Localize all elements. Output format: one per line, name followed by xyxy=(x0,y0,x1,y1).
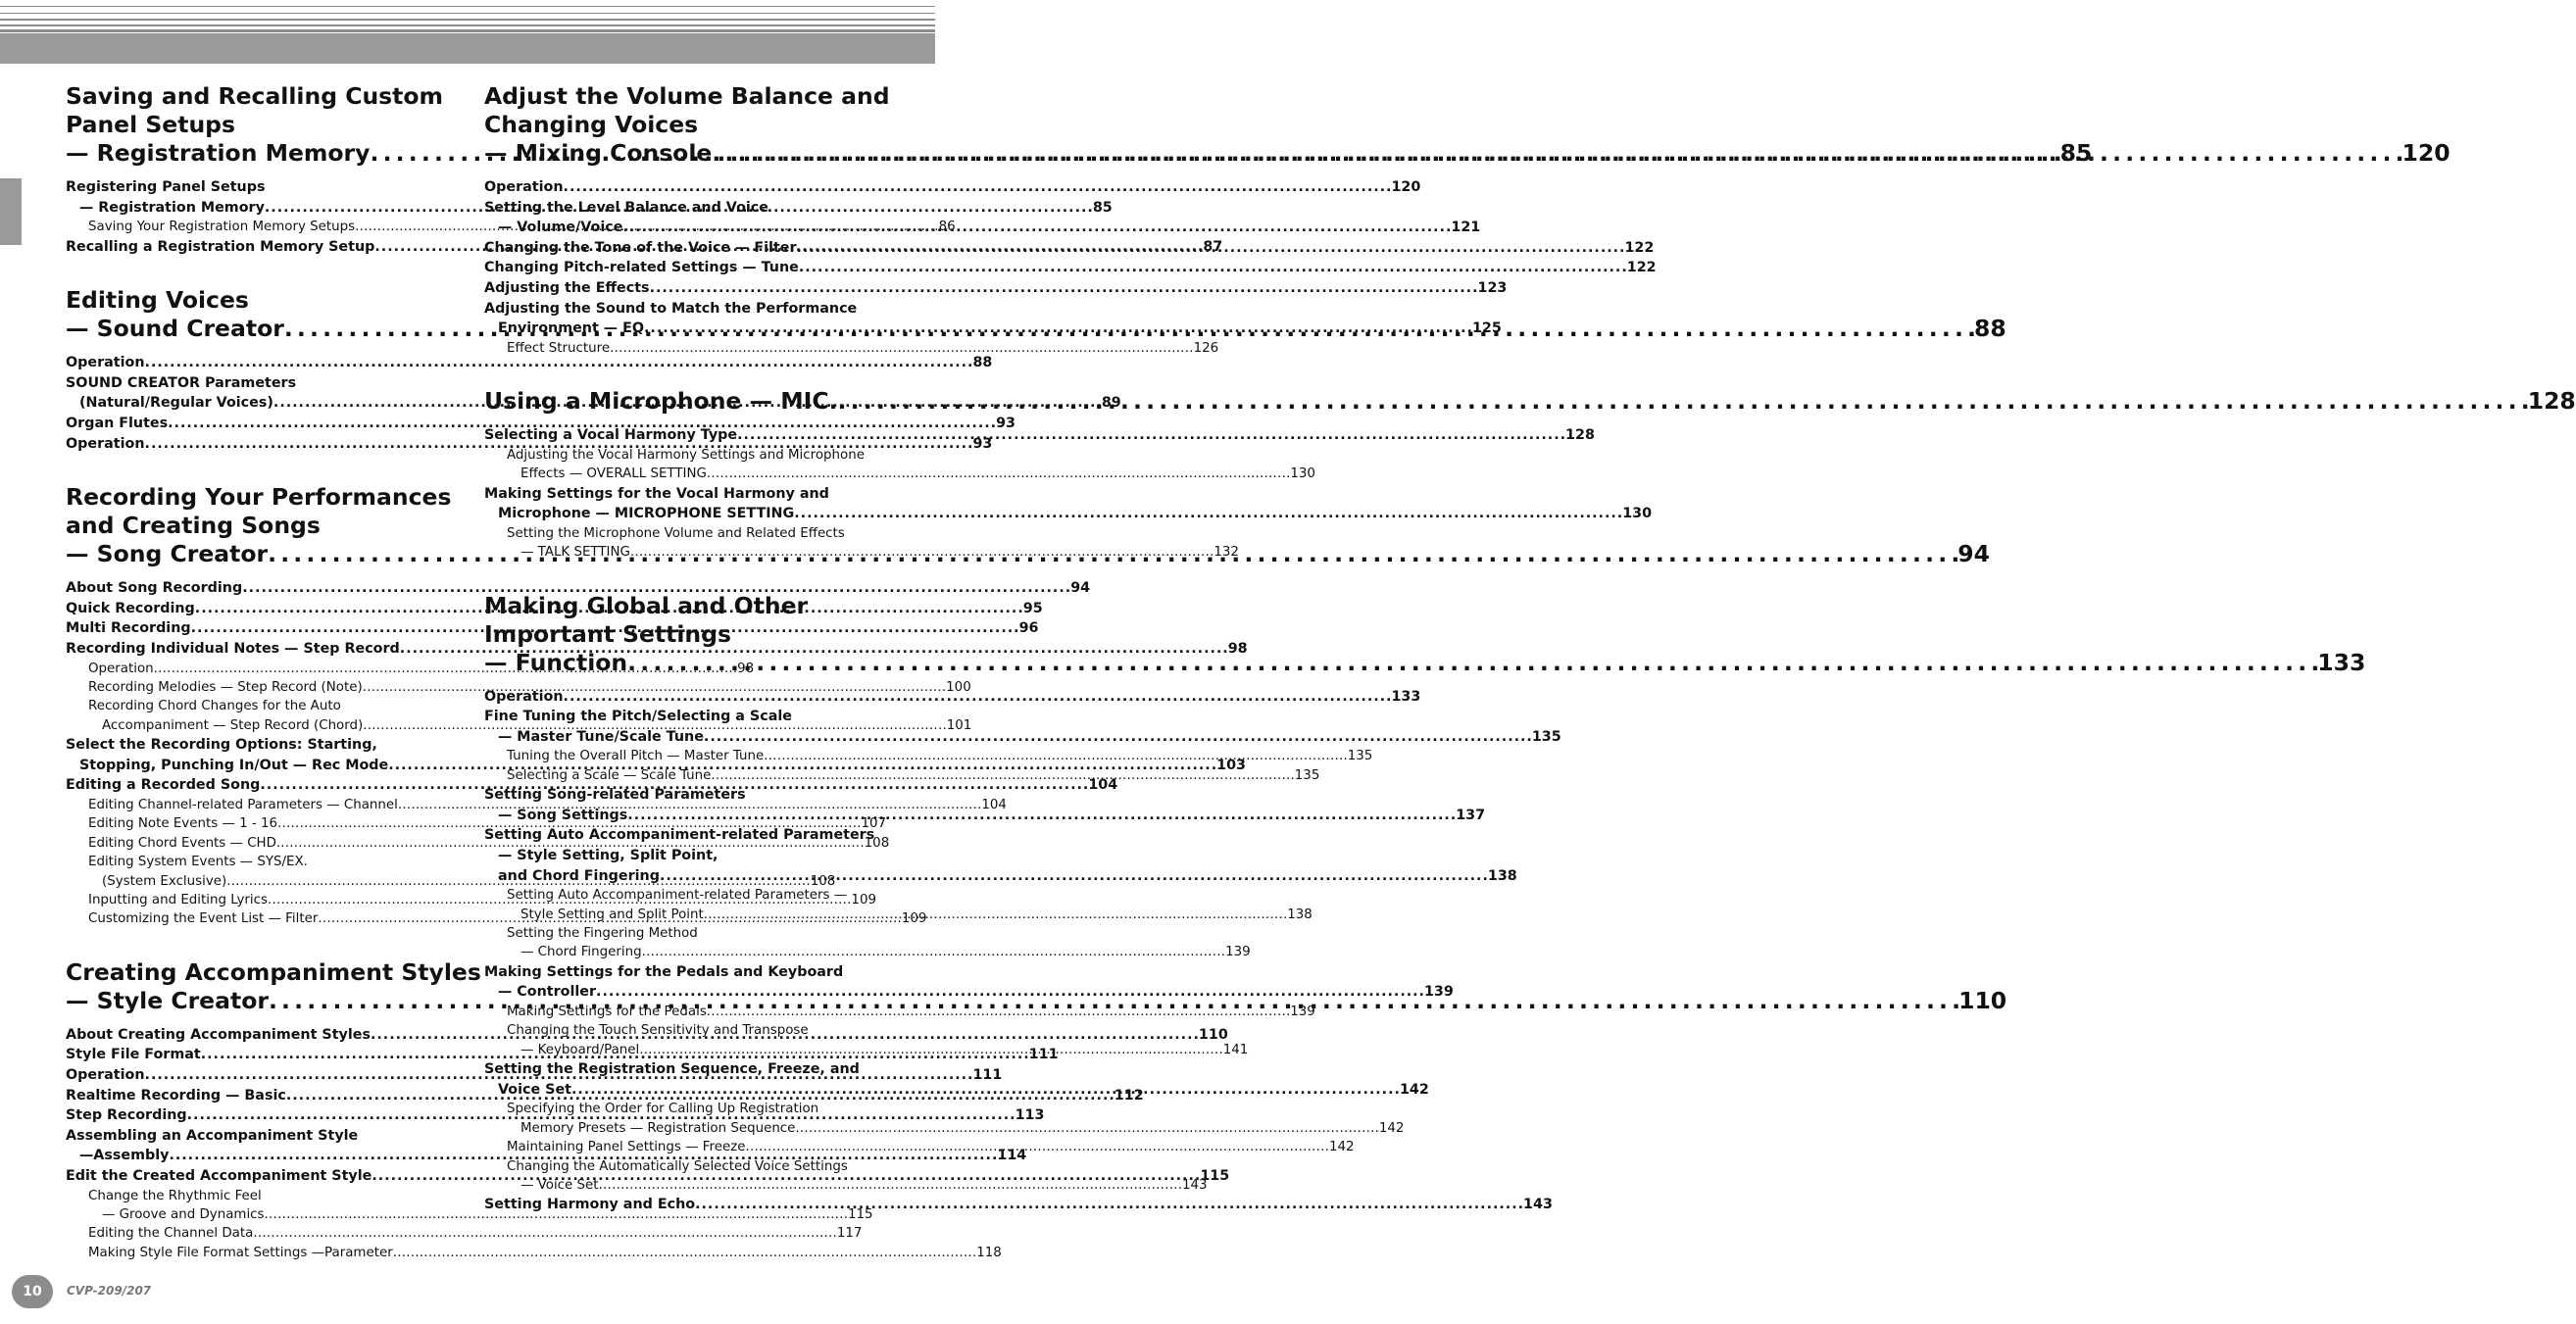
toc-page-number: 94 xyxy=(1070,580,1091,597)
toc-entry-text: Operation xyxy=(484,688,564,705)
toc-entry-text: Operation xyxy=(66,355,145,371)
toc-entry-text: Specifying the Order for Calling Up Registration xyxy=(507,1102,819,1117)
section-title-text: — Sound Creator xyxy=(66,315,284,343)
toc-entry-text: — Voice Set xyxy=(520,1177,599,1193)
toc-page-number: 107 xyxy=(861,816,887,832)
toc-entry-text: Setting the Microphone Volume and Related Effects xyxy=(507,525,845,541)
header-rule xyxy=(0,25,935,26)
toc-entry-leader xyxy=(484,1003,1315,1021)
section-title-line: Making Global and Other xyxy=(484,591,809,619)
section-title-text: — Function xyxy=(484,648,628,676)
section-page-number: 128 xyxy=(2527,387,2576,416)
toc-entry xyxy=(484,1157,1208,1196)
section-title-line: Adjust the Volume Balance and xyxy=(484,82,890,110)
toc-entry-text: Selecting a Scale — Scale Tune xyxy=(507,767,712,783)
dot-leader xyxy=(745,1138,1326,1156)
toc-entry-leader xyxy=(484,1176,1208,1195)
toc-page-number: 112 xyxy=(1114,1087,1144,1103)
toc-entry-text: and Chord Fingering xyxy=(498,867,660,884)
section-page-number: 120 xyxy=(2402,139,2451,167)
toc-page-number: 96 xyxy=(1018,620,1039,637)
dot-leader xyxy=(639,1041,1220,1059)
dot-leader xyxy=(627,806,1454,826)
dot-leader xyxy=(622,218,1449,238)
toc-page-number: 86 xyxy=(938,220,956,235)
toc-page-number: 109 xyxy=(901,911,927,927)
toc-entry xyxy=(484,446,1315,484)
toc-page-number: 115 xyxy=(848,1206,873,1222)
toc-page-number: 130 xyxy=(1290,466,1315,482)
toc-entry-text: Editing the Channel Data xyxy=(88,1226,254,1242)
toc-entry-leader xyxy=(484,866,1517,887)
toc-entry-text: Edit the Created Accompaniment Style xyxy=(66,1167,372,1184)
toc-entry-leader xyxy=(66,578,1091,599)
toc-entry-text: Quick Recording xyxy=(66,600,195,616)
toc-entry xyxy=(484,766,1320,785)
toc-entry-text: Select the Recording Options: Starting, xyxy=(66,737,377,754)
toc-page-number: 128 xyxy=(1565,427,1595,444)
toc-entry-leader xyxy=(484,982,1454,1003)
toc-entry-text: Recording Individual Notes — Step Record xyxy=(66,640,400,657)
toc-entry-leader xyxy=(484,258,1657,278)
toc-entry-text: Tuning the Overall Pitch — Master Tune xyxy=(507,749,765,764)
toc-entry-leader xyxy=(484,504,1653,524)
section-title-line: Panel Setups xyxy=(66,111,235,138)
toc-entry xyxy=(66,578,1091,599)
header-rule xyxy=(0,19,935,21)
section-page-number: 85 xyxy=(2059,139,2093,167)
dot-leader xyxy=(571,1080,1398,1101)
section-title-text: — Style Creator xyxy=(66,986,269,1014)
toc-entry-text: — Chord Fingering xyxy=(520,945,642,960)
toc-entry-text: Making Settings for the Pedals xyxy=(507,1004,707,1019)
page-header-band xyxy=(0,0,935,64)
toc-entry xyxy=(484,177,1421,198)
toc-entry xyxy=(484,1003,1315,1021)
dot-leader xyxy=(610,339,1191,358)
dot-leader xyxy=(711,766,1292,785)
toc-entry-text: Style File Format xyxy=(66,1047,201,1063)
toc-entry-leader xyxy=(484,339,1219,358)
toc-page-number: 95 xyxy=(1022,600,1043,616)
header-rule xyxy=(0,6,935,7)
toc-page-number: 117 xyxy=(836,1226,863,1242)
toc-page-number: 123 xyxy=(1477,279,1508,296)
header-rule xyxy=(0,13,935,14)
section-title-line: Editing Voices xyxy=(66,286,249,315)
toc-entry-leader xyxy=(484,319,1502,339)
toc-entry xyxy=(66,414,1016,434)
toc-page-number: 125 xyxy=(1471,320,1502,337)
dot-leader xyxy=(596,982,1422,1003)
toc-entry-leader xyxy=(66,353,993,373)
toc-entry-text: Fine Tuning the Pitch/Selecting a Scale xyxy=(484,709,792,725)
toc-entry xyxy=(484,258,1657,278)
toc-entry-leader xyxy=(484,177,1421,198)
toc-page-number: 114 xyxy=(997,1148,1027,1164)
toc-page-number: 120 xyxy=(1391,179,1421,195)
toc-entry xyxy=(484,924,1251,962)
toc-entry-text: — Master Tune/Scale Tune xyxy=(498,728,704,745)
toc-entry-text: Saving Your Registration Memory Setups xyxy=(88,220,356,235)
toc-entry xyxy=(66,353,993,373)
section-page-number: 88 xyxy=(1974,315,2006,343)
dot-leader xyxy=(630,543,1212,562)
toc-entry-text: Editing a Recorded Song xyxy=(66,777,261,794)
toc-page-number: 87 xyxy=(1203,238,1223,255)
toc-page-number: 110 xyxy=(1198,1026,1228,1043)
dot-leader xyxy=(650,278,1476,299)
dot-leader xyxy=(712,139,2402,167)
toc-entry-text: Style Setting and Split Point xyxy=(520,907,704,922)
toc-page-number: 108 xyxy=(864,835,890,851)
toc-entry-text: Recording Melodies — Step Record (Note) xyxy=(88,679,363,695)
toc-entry xyxy=(66,1244,1002,1262)
toc-page-number: 111 xyxy=(972,1066,1003,1083)
header-rule xyxy=(0,29,935,32)
section-title-line: Saving and Recalling Custom xyxy=(66,82,444,110)
toc-entry xyxy=(484,524,1239,563)
toc-entry xyxy=(66,1224,863,1243)
toc-page-number: 139 xyxy=(1423,984,1454,1001)
toc-entry-text: Stopping, Punching In/Out — Rec Mode xyxy=(79,757,389,773)
section-page-number: 94 xyxy=(1957,540,1990,568)
toc-entry-text: — Volume/Voice xyxy=(498,220,623,236)
toc-entry-text: Change the Rhythmic Feel xyxy=(88,1188,262,1203)
toc-entry-text: SOUND CREATOR Parameters xyxy=(66,374,297,391)
toc-entry-leader xyxy=(66,796,1007,814)
model-name: CVP-209/207 xyxy=(67,1284,152,1298)
toc-entry-text: Setting Harmony and Echo xyxy=(484,1197,696,1213)
toc-page-number: 141 xyxy=(1222,1042,1249,1057)
toc-page-number: 115 xyxy=(1200,1167,1230,1184)
header-bar xyxy=(0,33,935,64)
toc-entry-text: Setting the Fingering Method xyxy=(507,925,698,941)
toc-entry-text: About Creating Accompaniment Styles xyxy=(66,1026,371,1043)
toc-page-number: 138 xyxy=(1287,907,1313,922)
toc-entry-text: Operation xyxy=(66,1066,145,1083)
dot-leader xyxy=(838,387,2528,415)
toc-page-number: 104 xyxy=(981,797,1007,812)
toc-page-number: 142 xyxy=(1399,1081,1429,1098)
toc-entry-text: Editing System Events — SYS/EX. xyxy=(88,855,308,870)
toc-entry-text: Customizing the Event List — Filter xyxy=(88,911,319,927)
dot-leader xyxy=(707,1003,1288,1021)
toc-entry-text: — Groove and Dynamics xyxy=(102,1206,265,1222)
toc-page-number: 135 xyxy=(1531,728,1561,745)
toc-entry-text: Step Recording xyxy=(66,1107,187,1124)
toc-entry-text: Operation xyxy=(88,661,154,676)
toc-page-number: 143 xyxy=(1182,1177,1208,1193)
toc-entry-text: Making Settings for the Vocal Harmony and xyxy=(484,485,829,502)
toc-entry-text: — Controller xyxy=(498,984,597,1001)
toc-entry-text: Making Style File Format Settings —Parameter xyxy=(88,1245,393,1260)
section-page-number: 110 xyxy=(1958,986,2007,1014)
toc-entry-text: Memory Presets — Registration Sequence xyxy=(520,1120,796,1136)
section-title-text: Using a Microphone — MIC. xyxy=(484,387,838,416)
toc-entry-text: Realtime Recording — Basic xyxy=(66,1087,286,1103)
toc-entry-text: Operation xyxy=(66,435,145,452)
toc-entry-text: — Style Setting, Split Point, xyxy=(498,847,718,863)
dot-leader xyxy=(393,1244,974,1262)
toc-entry-text: Selecting a Vocal Harmony Type xyxy=(484,427,738,444)
toc-page-number: 101 xyxy=(946,717,972,733)
toc-page-number: 108 xyxy=(810,873,836,889)
toc-entry-text: — Registration Memory xyxy=(79,199,265,216)
dot-leader xyxy=(794,504,1620,524)
section-title-line: Changing Voices xyxy=(484,111,699,138)
toc-entry xyxy=(484,339,1219,358)
toc-entry-text: Adjusting the Sound to Match the Performance xyxy=(484,300,858,317)
toc-entry-text: Editing Note Events — 1 - 16 xyxy=(88,816,277,832)
toc-entry xyxy=(66,796,1007,814)
toc-entry xyxy=(66,639,1248,660)
toc-entry-text: Multi Recording xyxy=(66,620,191,637)
toc-entry-leader xyxy=(484,727,1561,748)
toc-entry-text: Assembling an Accompaniment Style xyxy=(66,1127,359,1144)
toc-entry-text: Making Settings for the Pedals and Keyboard xyxy=(484,963,844,980)
toc-page-number: 139 xyxy=(1225,945,1251,960)
toc-page-number: 98 xyxy=(1227,640,1248,657)
toc-page-number: 109 xyxy=(851,892,876,907)
toc-entry-text: About Song Recording xyxy=(66,580,243,597)
toc-page-number: 130 xyxy=(1622,506,1653,522)
toc-page-number: 93 xyxy=(972,435,993,452)
toc-page-number: 118 xyxy=(976,1245,1002,1260)
toc-page-number: 132 xyxy=(1214,545,1239,561)
section-title-line: and Creating Songs xyxy=(66,512,321,540)
toc-page-number: 88 xyxy=(972,355,993,371)
toc-entry-text: Inputting and Editing Lyrics xyxy=(88,892,268,907)
dot-leader xyxy=(695,1195,1521,1215)
toc-entry-leader xyxy=(66,639,1248,660)
dot-leader xyxy=(564,687,1390,708)
toc-page-number: 98 xyxy=(737,661,755,676)
toc-entry-leader xyxy=(484,278,1508,299)
toc-entry-text: Changing the Touch Sensitivity and Transpose xyxy=(507,1023,809,1039)
toc-entry-text: Setting the Registration Sequence, Freeze, and xyxy=(484,1061,860,1078)
dot-leader xyxy=(660,866,1486,887)
section-title-line: Important Settings xyxy=(484,619,731,648)
toc-page-number: 100 xyxy=(946,679,971,695)
toc-entry xyxy=(484,278,1508,299)
dot-leader xyxy=(564,177,1390,198)
toc-entry-text: Effect Structure xyxy=(507,340,611,356)
toc-entry-text: Changing Pitch-related Settings — Tune xyxy=(484,260,799,276)
toc-entry-leader xyxy=(66,1244,1002,1262)
toc-page-number: 143 xyxy=(1523,1197,1553,1213)
toc-entry-text: Accompaniment — Step Record (Chord) xyxy=(102,717,364,733)
toc-entry-text: — Keyboard/Panel xyxy=(520,1042,640,1057)
page-number-badge: 10 xyxy=(12,1275,53,1308)
toc-entry-text: — TALK SETTING xyxy=(520,545,630,561)
dot-leader xyxy=(644,319,1470,339)
toc-entry-text: Maintaining Panel Settings — Freeze xyxy=(507,1140,746,1155)
dot-leader xyxy=(599,1176,1180,1195)
dot-leader xyxy=(737,425,1563,446)
toc-page-number: 135 xyxy=(1294,767,1320,783)
dot-leader xyxy=(795,1119,1376,1138)
toc-entry-text: Editing Chord Events — CHD. xyxy=(88,835,281,851)
toc-page-number: 104 xyxy=(1088,777,1118,794)
toc-entry-leader xyxy=(66,1224,863,1243)
toc-entry-leader xyxy=(484,1119,1405,1138)
section-title-line: Creating Accompaniment Styles xyxy=(66,957,481,986)
toc-page-number: 135 xyxy=(1347,749,1373,764)
dot-leader xyxy=(704,727,1530,748)
toc-entry-text: Recalling a Registration Memory Setup xyxy=(66,238,375,255)
toc-page-number: 113 xyxy=(1015,1107,1045,1124)
toc-entry-text: — Song Settings xyxy=(498,807,628,823)
toc-page-number: 142 xyxy=(1328,1140,1355,1155)
toc-page-number: 111 xyxy=(1028,1047,1059,1063)
toc-entry-text: Environment — EQ xyxy=(498,320,644,337)
toc-entry-text: —Assembly xyxy=(79,1148,170,1164)
toc-page-number: 89 xyxy=(1101,395,1121,412)
section-title-text: — Mixing Console xyxy=(484,139,713,167)
toc-entry-text: Changing the Automatically Selected Voice Settings xyxy=(507,1158,848,1174)
section-title-text: — Song Creator xyxy=(66,540,269,568)
toc-entry xyxy=(484,484,1653,524)
toc-entry xyxy=(484,299,1502,339)
toc-entry-text: (System Exclusive) xyxy=(102,873,227,889)
section-title-text: — Registration Memory xyxy=(66,139,371,167)
toc-page-number: 85 xyxy=(1092,199,1113,216)
dot-leader xyxy=(799,258,1625,278)
toc-entry-text: Registering Panel Setups xyxy=(66,179,266,195)
toc-page-number: 142 xyxy=(1378,1120,1405,1136)
dot-leader xyxy=(707,465,1288,483)
dot-leader xyxy=(642,943,1223,961)
dot-leader xyxy=(627,649,2317,676)
toc-entry-leader xyxy=(484,543,1239,562)
toc-page-number: 139 xyxy=(1290,1004,1315,1019)
toc-entry-text: Editing Channel-related Parameters — Channel xyxy=(88,797,398,812)
toc-page-number: 138 xyxy=(1487,867,1517,884)
toc-entry-text: Organ Flutes xyxy=(66,415,169,431)
toc-page-number: 122 xyxy=(1624,239,1655,256)
toc-page-number: 122 xyxy=(1626,260,1657,276)
dot-leader xyxy=(797,238,1623,259)
toc-entry-text: Voice Set xyxy=(498,1081,571,1098)
toc-entry-text: Setting Auto Accompaniment-related Parameters xyxy=(484,827,875,844)
toc-entry-leader xyxy=(484,943,1251,961)
toc-entry-text: Changing the Tone of the Voice — Filter xyxy=(484,239,797,256)
toc-entry-text: (Natural/Regular Voices) xyxy=(79,395,273,412)
toc-entry-text: Operation xyxy=(484,179,564,195)
toc-entry-text: Setting the Level Balance and Voice xyxy=(484,199,768,216)
toc-entry-text: Microphone — MICROPHONE SETTING xyxy=(498,506,795,522)
dot-leader xyxy=(704,906,1285,924)
toc-entry-text: Setting Song-related Parameters xyxy=(484,787,746,804)
toc-entry-text: Setting Auto Accompaniment-related Parameters — xyxy=(507,888,848,904)
toc-entry-leader xyxy=(484,766,1320,785)
toc-entry-leader xyxy=(484,465,1315,483)
section-page-number: 133 xyxy=(2317,648,2366,676)
toc-entry-leader xyxy=(66,414,1016,434)
dot-leader xyxy=(764,747,1345,765)
toc-page-number: 103 xyxy=(1216,757,1246,773)
toc-page-number: 126 xyxy=(1193,340,1219,356)
side-tab-marker xyxy=(0,178,22,245)
toc-page-number: 137 xyxy=(1456,807,1486,823)
toc-entry xyxy=(484,962,1454,1003)
section-title-line: Recording Your Performances xyxy=(66,483,452,512)
toc-entry-text: Adjusting the Effects xyxy=(484,279,650,296)
toc-entry-text: Adjusting the Vocal Harmony Settings and Microphone xyxy=(507,447,865,463)
toc-entry-text: Recording Chord Changes for the Auto xyxy=(88,699,341,714)
toc-entry-text: Effects — OVERALL SETTING xyxy=(520,466,707,482)
toc-page-number: 121 xyxy=(1451,220,1481,236)
toc-page-number: 133 xyxy=(1391,688,1421,705)
toc-page-number: 93 xyxy=(996,415,1016,431)
